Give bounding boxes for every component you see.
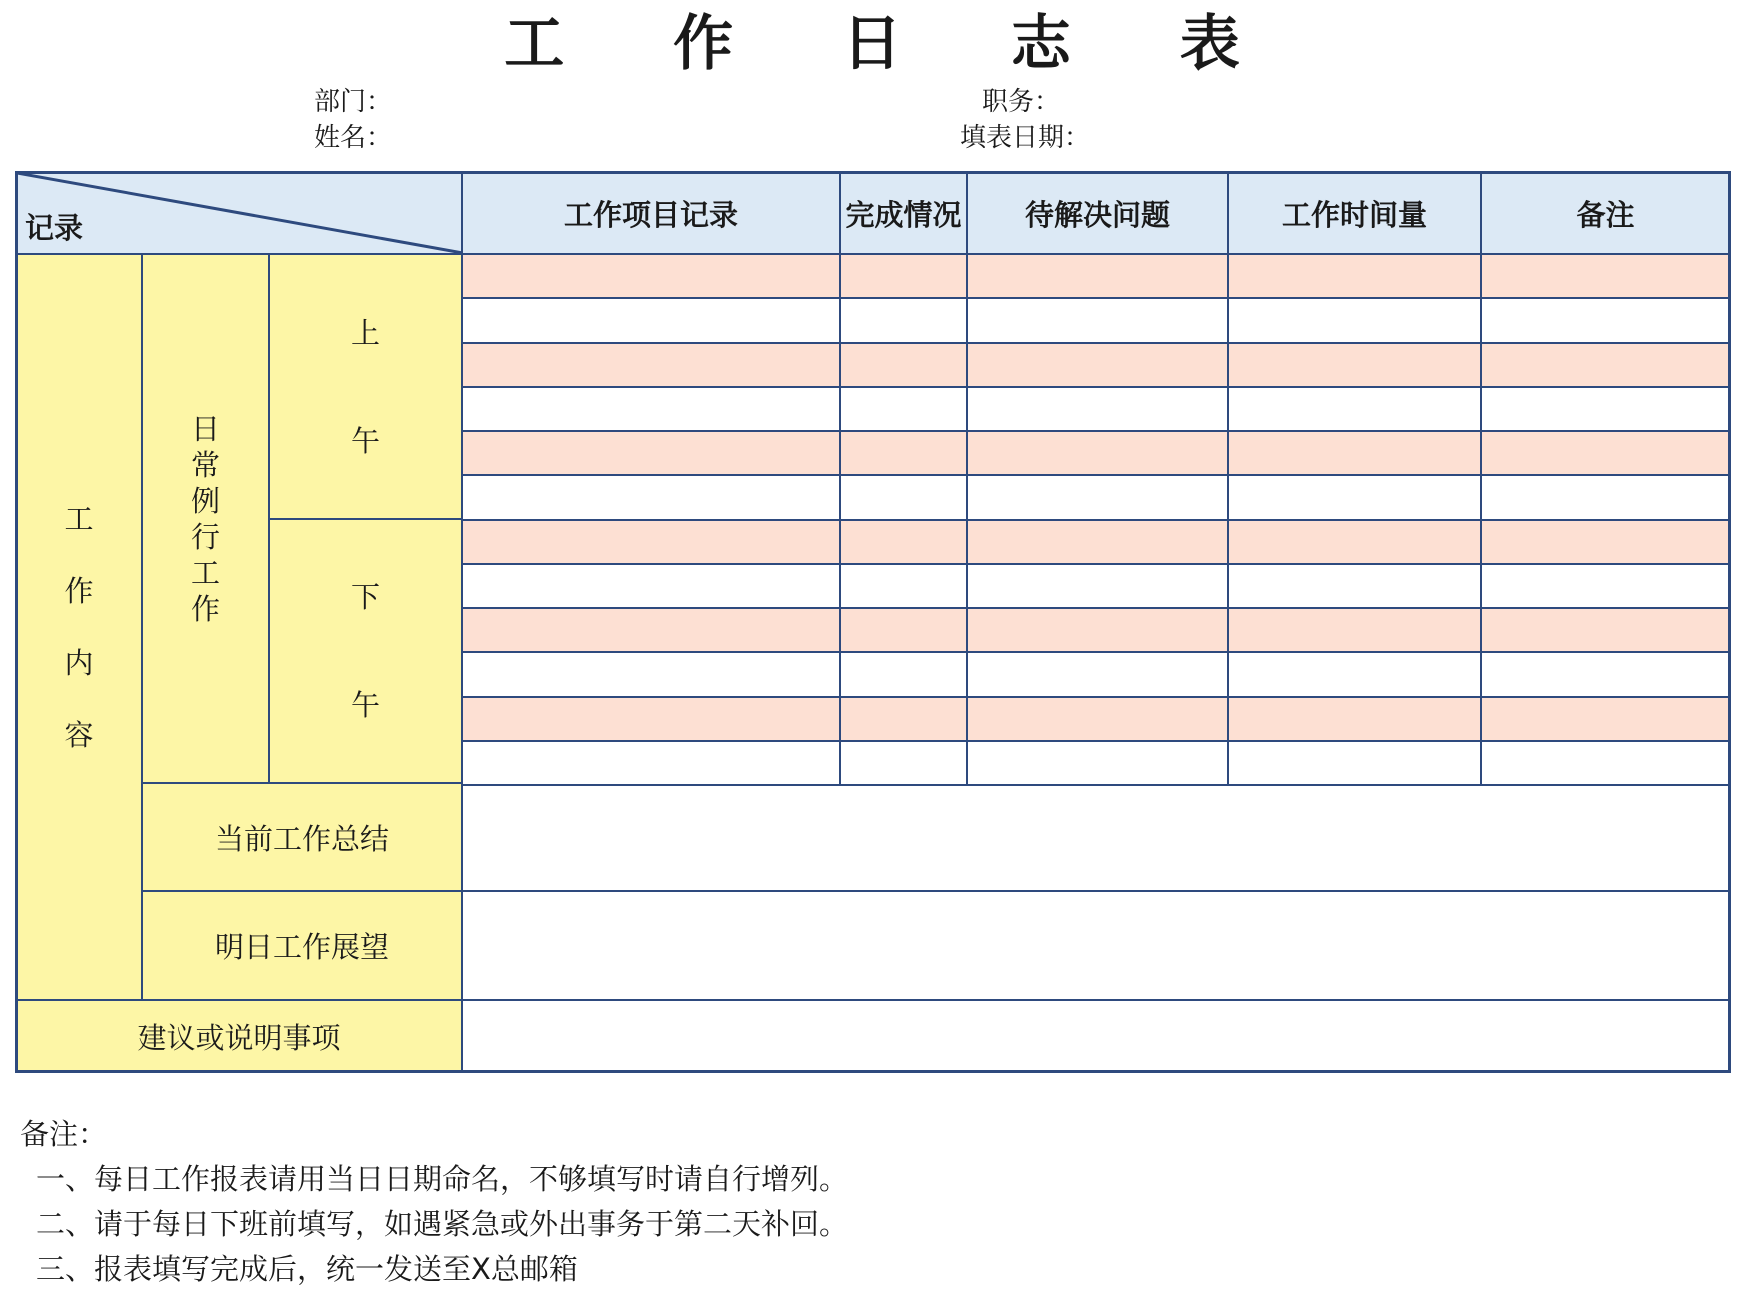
routine-work-char: 日 — [190, 411, 220, 446]
outlook-input-cell[interactable] — [461, 890, 1731, 1001]
page-title: 工 作 日 志 表 — [504, 9, 1284, 79]
col-header-remarks: 备注 — [1480, 171, 1731, 255]
record-cell-issues[interactable] — [966, 563, 1229, 609]
note-item: 一、每日工作报表请用当日日期命名，不够填写时请自行增列。 — [36, 1162, 849, 1196]
record-cell-issues[interactable] — [966, 607, 1229, 653]
afternoon-char: 下 — [350, 580, 380, 614]
col-header-project: 工作项目记录 — [461, 171, 841, 255]
work-content-char: 容 — [64, 718, 94, 752]
diagonal-divider — [17, 173, 463, 255]
record-cell-hours[interactable] — [1227, 386, 1482, 432]
record-cell-hours[interactable] — [1227, 253, 1482, 299]
record-cell-hours[interactable] — [1227, 607, 1482, 653]
record-cell-status[interactable] — [839, 386, 968, 432]
morning-char: 午 — [350, 423, 380, 458]
record-cell-hours[interactable] — [1227, 342, 1482, 388]
record-cell-project[interactable] — [461, 607, 841, 653]
record-cell-remarks[interactable] — [1480, 563, 1731, 609]
note-item: 二、请于每日下班前填写，如遇紧急或外出事务于第二天补回。 — [36, 1207, 849, 1241]
record-cell-status[interactable] — [839, 607, 968, 653]
record-cell-issues[interactable] — [966, 430, 1229, 476]
morning-label — [268, 253, 463, 520]
record-cell-hours[interactable] — [1227, 651, 1482, 697]
work-content-label — [15, 253, 143, 1001]
afternoon-char: 午 — [350, 688, 380, 722]
col-header-hours: 工作时间量 — [1227, 171, 1482, 255]
record-cell-remarks[interactable] — [1480, 607, 1731, 653]
record-cell-status[interactable] — [839, 563, 968, 609]
routine-work-char: 作 — [190, 591, 220, 626]
record-cell-issues[interactable] — [966, 696, 1229, 742]
record-cell-issues[interactable] — [966, 651, 1229, 697]
suggestion-label: 建议或说明事项 — [15, 999, 463, 1073]
outlook-label: 明日工作展望 — [141, 890, 463, 1001]
record-cell-hours[interactable] — [1227, 474, 1482, 520]
routine-work-label — [141, 253, 270, 784]
work-content-char: 作 — [64, 574, 94, 608]
record-cell-hours[interactable] — [1227, 563, 1482, 609]
record-cell-remarks[interactable] — [1480, 342, 1731, 388]
record-cell-project[interactable] — [461, 474, 841, 520]
record-cell-project[interactable] — [461, 342, 841, 388]
record-cell-project[interactable] — [461, 297, 841, 343]
record-cell-project[interactable] — [461, 696, 841, 742]
record-cell-remarks[interactable] — [1480, 253, 1731, 299]
record-cell-issues[interactable] — [966, 342, 1229, 388]
corner-header-cell — [15, 171, 463, 255]
fill-date-label: 填表日期： — [959, 123, 1090, 153]
record-cell-remarks[interactable] — [1480, 519, 1731, 565]
record-cell-issues[interactable] — [966, 253, 1229, 299]
record-cell-remarks[interactable] — [1480, 740, 1731, 786]
notes-heading: 备注： — [20, 1117, 108, 1151]
record-cell-issues[interactable] — [966, 740, 1229, 786]
record-cell-status[interactable] — [839, 740, 968, 786]
record-cell-hours[interactable] — [1227, 519, 1482, 565]
record-cell-status[interactable] — [839, 519, 968, 565]
corner-label: 记录 — [25, 211, 84, 245]
summary-input-cell[interactable] — [461, 782, 1731, 892]
routine-work-char: 行 — [190, 519, 220, 554]
work-content-char: 内 — [64, 646, 94, 680]
record-cell-hours[interactable] — [1227, 696, 1482, 742]
afternoon-label — [268, 518, 463, 784]
record-cell-hours[interactable] — [1227, 297, 1482, 343]
record-cell-project[interactable] — [461, 430, 841, 476]
record-cell-status[interactable] — [839, 297, 968, 343]
note-item: 三、报表填写完成后，统一发送至X总邮箱 — [36, 1252, 578, 1286]
routine-work-char: 工 — [190, 555, 220, 590]
record-cell-status[interactable] — [839, 696, 968, 742]
record-cell-status[interactable] — [839, 430, 968, 476]
record-cell-project[interactable] — [461, 253, 841, 299]
name-label: 姓名： — [313, 123, 392, 153]
department-label: 部门： — [313, 87, 392, 117]
record-cell-remarks[interactable] — [1480, 430, 1731, 476]
record-cell-project[interactable] — [461, 740, 841, 786]
notes-section — [20, 1112, 848, 1292]
record-cell-remarks[interactable] — [1480, 297, 1731, 343]
routine-work-char: 常 — [190, 447, 220, 482]
record-cell-hours[interactable] — [1227, 740, 1482, 786]
summary-label: 当前工作总结 — [141, 782, 463, 892]
record-cell-project[interactable] — [461, 386, 841, 432]
suggestion-input-cell[interactable] — [461, 999, 1731, 1073]
record-cell-status[interactable] — [839, 474, 968, 520]
record-cell-issues[interactable] — [966, 297, 1229, 343]
routine-work-char: 例 — [190, 483, 220, 518]
record-cell-status[interactable] — [839, 253, 968, 299]
record-cell-status[interactable] — [839, 342, 968, 388]
col-header-issues: 待解决问题 — [966, 171, 1229, 255]
col-header-status: 完成情况 — [839, 171, 968, 255]
position-label: 职务： — [981, 87, 1060, 117]
record-cell-remarks[interactable] — [1480, 696, 1731, 742]
record-cell-status[interactable] — [839, 651, 968, 697]
record-cell-project[interactable] — [461, 563, 841, 609]
record-cell-project[interactable] — [461, 651, 841, 697]
record-cell-remarks[interactable] — [1480, 474, 1731, 520]
record-cell-remarks[interactable] — [1480, 651, 1731, 697]
record-cell-hours[interactable] — [1227, 430, 1482, 476]
record-cell-issues[interactable] — [966, 386, 1229, 432]
record-cell-issues[interactable] — [966, 519, 1229, 565]
morning-char: 上 — [350, 315, 380, 350]
work-content-char: 工 — [64, 502, 94, 536]
record-cell-remarks[interactable] — [1480, 386, 1731, 432]
record-cell-project[interactable] — [461, 519, 841, 565]
record-cell-issues[interactable] — [966, 474, 1229, 520]
